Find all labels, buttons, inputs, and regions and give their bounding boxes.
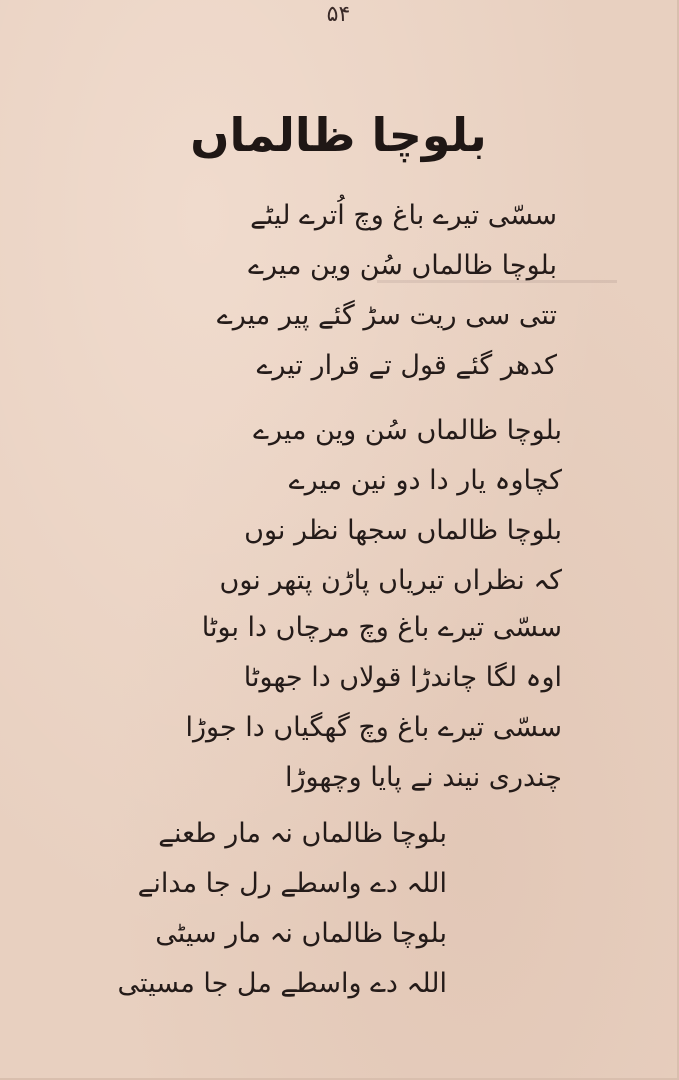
verse-line: چندری نیند نے پایا وچھوڑا	[285, 762, 562, 793]
verse-line: کچاوہ یار دا دو نین میرے	[288, 465, 562, 496]
verse-line: اوہ لگا چاندڑا قولاں دا جھوٹا	[243, 662, 562, 693]
page-number: ۵۴	[326, 2, 351, 27]
verse-line: اللہ دے واسطے مل جا مسیتی	[117, 968, 447, 999]
stanza-2	[102, 415, 562, 615]
verse-line: سسّی تیرے باغ وچ گھگیاں دا جوڑا	[185, 712, 562, 743]
verse-line: سسّی تیرے باغ وچ مرچاں دا بوٹا	[201, 612, 562, 643]
verse-line: کہ نظراں تیریاں پاڑن پتھر نوں	[219, 565, 562, 596]
verse-line: بلوچا ظالماں سُن وین میرے	[248, 250, 557, 281]
stanza-1	[117, 200, 557, 400]
stanza-3	[102, 612, 562, 812]
verse-line: بلوچا ظالماں نہ مار طعنے	[158, 818, 447, 849]
stanza-4	[107, 818, 447, 1018]
verse-line: کدھر گئے قول تے قرار تیرے	[256, 350, 557, 381]
verse-line: سسّی تیرے باغ وچ اُترے لیٹے	[250, 200, 557, 231]
verse-line: بلوچا ظالماں سجھا نظر نوں	[244, 515, 562, 546]
verse-line: بلوچا ظالماں سُن وین میرے	[253, 415, 562, 446]
verse-line: بلوچا ظالماں نہ مار سیٹی	[155, 918, 447, 949]
poem-title: بلوچا ظالماں	[190, 108, 487, 162]
verse-line: اللہ دے واسطے رل جا مدانے	[137, 868, 447, 899]
verse-line: تتی سی ریت سڑ گئے پیر میرے	[216, 300, 557, 331]
